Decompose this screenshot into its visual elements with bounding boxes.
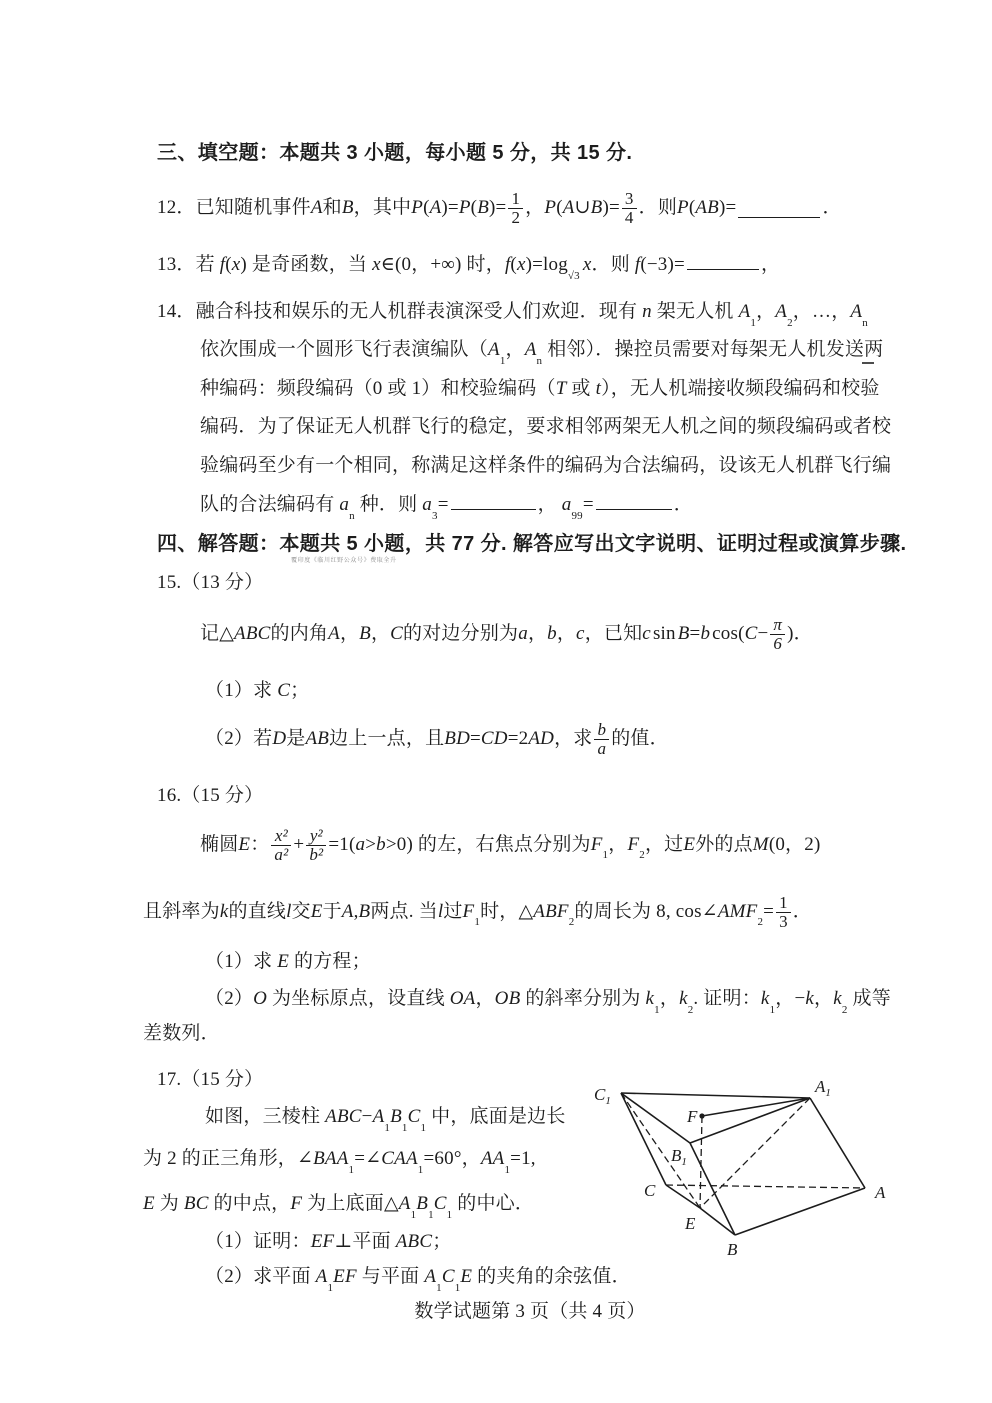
question-16-part-1: （1）求 E 的方程； xyxy=(205,951,371,972)
question-17-line-2: 为 2 的正三角形，$\angle BAA_1=\angle CAA_1=60^\circ$，$AA_1=1$, xyxy=(143,1148,536,1176)
svg-text:B1: $B_1$ xyxy=(671,1146,687,1168)
section-4-heading: 四、解答题：本题共 5 小题，共 77 分. 解答应写出文字说明、证明过程或演算步骤. xyxy=(157,533,907,555)
question-14-line-2: 依次围成一个圆形飞行表演编队（$A_1$，$A_n$ 相邻）．操控员需要对每架无人机发送两 xyxy=(200,339,884,367)
section-3-heading: 三、填空题：本题共 3 小题，每小题 5 分，共 15 分. xyxy=(157,142,633,164)
question-17-part-1: （1）证明：EF⊥平面 ABC； xyxy=(205,1231,452,1252)
svg-text:A1: $A_1$ xyxy=(815,1077,831,1099)
question-14-line-4: 编码．为了保证无人机群飞行的稳定，要求相邻两架无人机之间的频段编码或者校 xyxy=(200,416,892,437)
question-15-heading: 15.（13 分） xyxy=(157,572,264,593)
question-15-part-1: （1）求 C； xyxy=(205,680,310,701)
question-14-line-1: 14．融合科技和娱乐的无人机群表演深受人们欢迎．现有 n 架无人机 $A_1$，$A_2$，…，$A_n$ xyxy=(157,301,868,329)
question-16-part-2: （2）O 为坐标原点，设直线 OA，OB 的斜率分别为 $k_1$，$k_2$. 证明：$k_1$，−k，$k_2$ 成等 xyxy=(205,988,891,1016)
stray-underline-mark xyxy=(862,362,874,364)
svg-text:C: C xyxy=(644,1181,656,1200)
question-12: 12．已知随机事件 A 和 B ，其中 P ( A )= P ( B )= $\frac{1}{2}$ ， P ( A ∪ B )= $\frac{3}{4}$ ．则 P ( AB )= ． xyxy=(157,188,842,227)
question-16-line-2: 且斜率为 k 的直线 l 交 E 于 A , B 两点. 当 l 过 $F_1$ 时，△ $ABF_2$ 的周长为 8, cos∠ $AMF_2$ = $\frac{1}{3}$ ． xyxy=(143,892,812,931)
prism-figure xyxy=(588,1073,933,1273)
question-14-line-3: 种编码：频段编码（0 或 1）和校验编码（T 或 t），无人机端接收频段编码和校验 xyxy=(200,378,880,399)
question-14-line-6: 队的合法编码有 $a_n$ 种．则 $a_3=$ ， $a_{99}=$ ． xyxy=(200,491,693,518)
svg-text:C1: $C_1$ xyxy=(594,1085,611,1107)
svg-text:E: E xyxy=(685,1214,696,1233)
question-17-line-3: E 为 BC 的中点，F 为上底面$\triangle A_1B_1C_1$ 的中心． xyxy=(143,1193,535,1221)
question-15-part-2: （2）若 D 是 AB 边上一点，且 BD = CD =2 AD ，求 $\frac{b}{a}$ 的值． xyxy=(205,719,669,758)
page-footer: 数学试题第 3 页（共 4 页） xyxy=(414,1301,646,1322)
svg-text:B: B xyxy=(727,1240,738,1259)
svg-text:A: A xyxy=(875,1183,886,1202)
question-17-line-1: 如图，三棱柱 $ABC-A_1B_1C_1$ 中，底面是边长 xyxy=(205,1106,566,1134)
question-16-heading: 16.（15 分） xyxy=(157,785,264,806)
question-17-part-2: （2）求平面 $A_1EF$ 与平面 $A_1C_1E$ 的夹角的余弦值． xyxy=(205,1266,631,1294)
question-15-body: 记△ ABC 的内角 A ， B ， C 的对边分别为 a ， b ， c ，已知 c sin B = b cos( C − $\frac{\pi}{6}$ )． xyxy=(200,614,813,653)
question-13: 13．若 f(x) 是奇函数，当 x∈(0，+∞) 时，$f(x)=\log_{√3}x$．则 f(−3)= ， xyxy=(157,251,780,278)
question-16-line-1: 椭圆 E ： $\frac{\text{x²}}{\text{a²}}$ + $\frac{\text{y²}}{\text{b²}}$ =1( a > b >0) 的左，右焦点分别为 $F_1$ ， $F_2$ ，过 E 外的点 M (0，2) xyxy=(200,825,821,864)
svg-text:F: F xyxy=(687,1107,698,1126)
watermark-text: 覆印度《临川红野公众号》费取全升 xyxy=(291,558,397,564)
question-16-part-2-cont: 差数列． xyxy=(143,1023,220,1044)
question-14-line-5: 验编码至少有一个相同，称满足这样条件的编码为合法编码，设该无人机群飞行编 xyxy=(200,455,892,476)
question-17-heading: 17.（15 分） xyxy=(157,1069,264,1090)
